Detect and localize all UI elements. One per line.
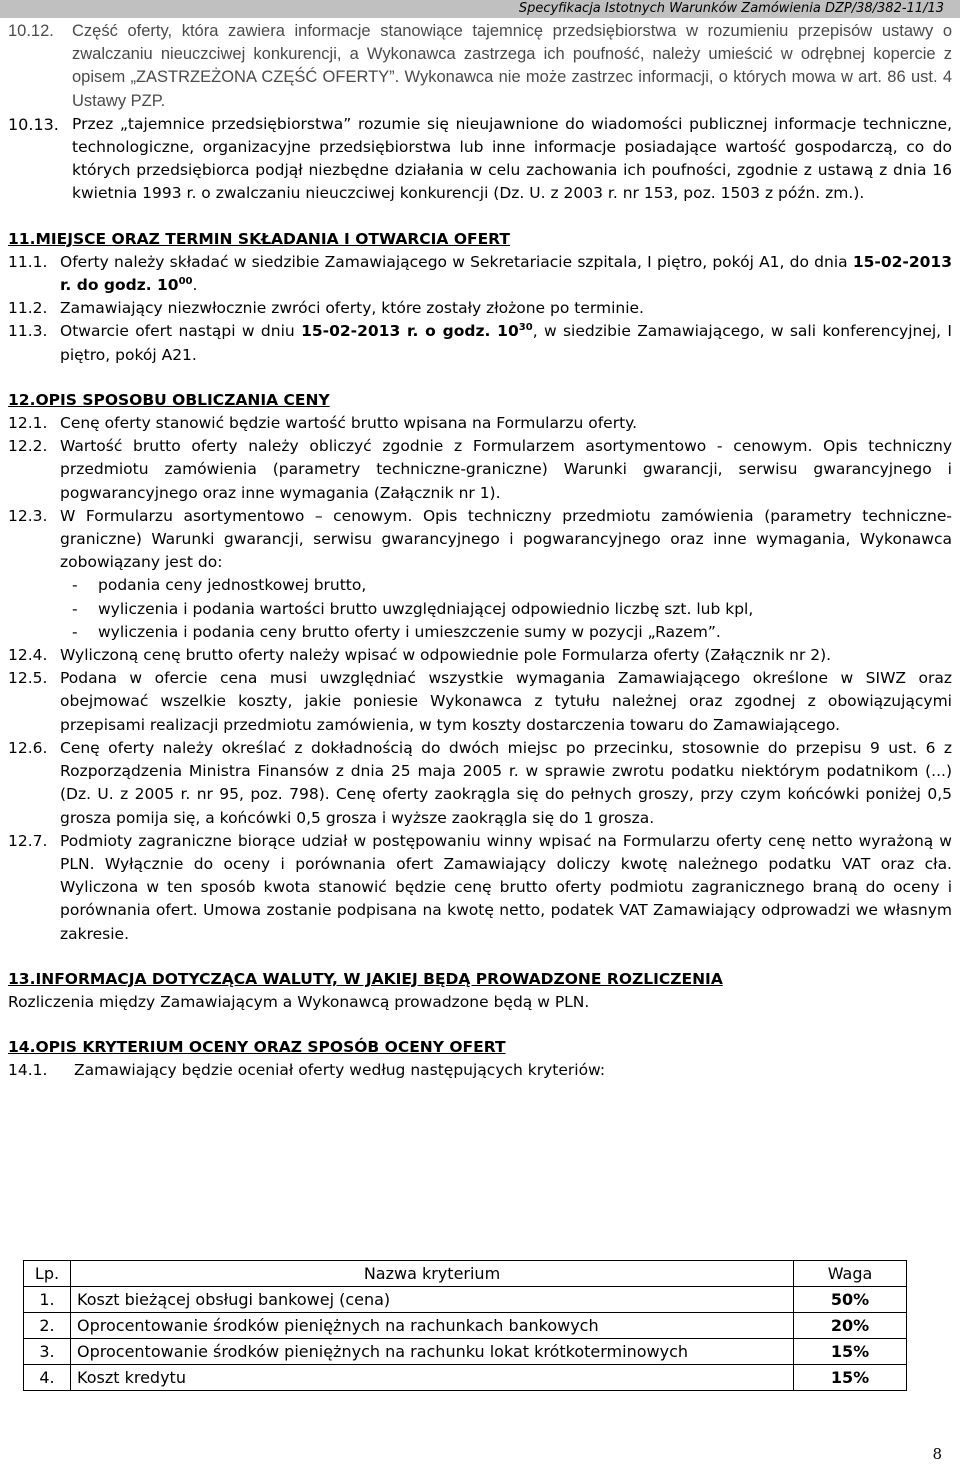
paragraph-12-6 bbox=[8, 737, 952, 830]
paragraph-text: Cenę oferty należy określać z dokładnością do dwóch miejsc po przecinku, stosownie do przepisu 9 ust. 6 z Rozporządzenia Ministra Finansów z dnia 25 maja 2005 r. w sprawie zwrotu podatku niektórym podatnikom (...) (Dz. U. z 2005 r. nr 95, poz. 798). Cenę oferty zaokrągla się do pełnych groszy, przy czym końcówki poniżej 0,5 grosza pomija się, a końcówki 0,5 grosza i wyższe zaokrągla się do 1 grosza. bbox=[60, 738, 952, 827]
column-header-name: Nazwa kryterium bbox=[71, 1261, 794, 1287]
paragraph-12-4 bbox=[8, 644, 952, 667]
currency-text: Rozliczenia między Zamawiającym a Wykonawcą prowadzone będą w PLN. bbox=[8, 992, 590, 1011]
paragraph-number: 11.1. bbox=[8, 252, 48, 271]
paragraph-number: 12.6. bbox=[8, 738, 48, 757]
paragraph-text: Zamawiający będzie oceniał oferty według następujących kryteriów: bbox=[74, 1061, 606, 1080]
paragraph-text: W Formularzu asortymentowo – cenowym. Opis techniczny przedmiotu zamówienia (parametry techniczne-graniczne) Warunki gwarancji, serwisu gwarancyjnego i pogwarancyjnego oraz inne wymagania, Wykonawca zobowiązany jest do: bbox=[60, 506, 952, 572]
paragraph-text: Wyliczoną cenę brutto oferty należy wpisać w odpowiednie pole Formularza oferty (Załącznik nr 2). bbox=[60, 646, 832, 665]
deadline-text: 15-02-2013 r. do godz. 10 bbox=[60, 252, 952, 295]
paragraph-text: Otwarcie ofert nastąpi w dniu bbox=[60, 322, 302, 341]
list-dash: - bbox=[72, 622, 78, 641]
paragraph-text-end: , w siedzibie Zamawiającego, w sali konferencyjnej, I piętro, pokój A21. bbox=[60, 322, 953, 364]
paragraph-10-12 bbox=[8, 20, 952, 113]
paragraph-text: Podmioty zagraniczne biorące udział w postępowaniu winny wpisać na Formularzu oferty cenę netto wyrażoną w PLN. Wyłącznie do oceny i porównania ofert Zamawiający doliczy kwotę należnego podatku VAT oraz cła. Wyliczona w ten sposób kwota stanowić będzie cenę brutto oferty podmiotu zagranicznego braną do oceny i porównania ofert. Umowa zostanie podpisana na kwotę netto, podatek VAT Zamawiający odprowadzi we własnym zakresie. bbox=[60, 831, 952, 943]
cell-name: Oprocentowanie środków pieniężnych na rachunku lokat krótkoterminowych bbox=[71, 1339, 794, 1365]
paragraph-number: 12.3. bbox=[8, 506, 48, 525]
paragraph-11-1 bbox=[8, 251, 952, 297]
paragraph-number: 12.1. bbox=[8, 414, 48, 433]
cell-weight: 50% bbox=[794, 1287, 907, 1313]
paragraph-text: Podana w ofercie cena musi uwzględniać wszystkie wymagania Zamawiającego określone w SIWZ oraz obejmować wszelkie koszty, jakie poniesie Wykonawca z tytułu należnej oraz zgodnej z obowiązującymi przepisami realizacji przedmiotu zamówienia, w tym koszty dostarczenia towaru do Zamawiającego. bbox=[60, 669, 952, 734]
paragraph-number: 12.2. bbox=[8, 437, 48, 456]
paragraph-text-end: . bbox=[192, 276, 198, 295]
section-heading-11: 11.MIEJSCE ORAZ TERMIN SKŁADANIA I OTWARCIA OFERT bbox=[8, 229, 510, 248]
table-row bbox=[24, 1365, 907, 1391]
column-header-lp: Lp. bbox=[24, 1261, 71, 1287]
list-dash: - bbox=[72, 576, 78, 595]
paragraph-number: 14.1. bbox=[8, 1061, 48, 1080]
paragraph-number: 12.4. bbox=[8, 646, 48, 665]
paragraph-number: 10.13. bbox=[8, 114, 59, 134]
paragraph-text: Zamawiający niezwłocznie zwróci oferty, które zostały złożone po terminie. bbox=[60, 299, 644, 318]
cell-lp: 3. bbox=[24, 1339, 71, 1365]
list-item-text: podania ceny jednostkowej brutto, bbox=[98, 576, 367, 595]
cell-name: Koszt kredytu bbox=[71, 1365, 794, 1391]
cell-weight: 15% bbox=[794, 1339, 907, 1365]
cell-lp: 1. bbox=[24, 1287, 71, 1313]
section-heading-13: 13.INFORMACJA DOTYCZĄCA WALUTY, W JAKIEJ BĘDĄ PROWADZONE ROZLICZENIA bbox=[8, 969, 723, 988]
cell-lp: 2. bbox=[24, 1313, 71, 1339]
section-heading-12: 12.OPIS SPOSOBU OBLICZANIA CENY bbox=[8, 390, 330, 409]
cell-name: Koszt bieżącej obsługi bankowej (cena) bbox=[71, 1287, 794, 1313]
cell-weight: 15% bbox=[794, 1365, 907, 1391]
list-item bbox=[60, 598, 952, 621]
list-item-text: wyliczenia i podania wartości brutto uwzględniającej odpowiednio liczbę szt. lub kpl, bbox=[98, 599, 754, 618]
paragraph-number: 10.12. bbox=[8, 22, 54, 40]
column-header-weight: Waga bbox=[794, 1261, 907, 1287]
paragraph-number: 12.7. bbox=[8, 831, 48, 850]
section-heading-14: 14.OPIS KRYTERIUM OCENY ORAZ SPOSÓB OCENY OFERT bbox=[8, 1038, 506, 1057]
cell-weight: 20% bbox=[794, 1313, 907, 1339]
paragraph-text: Cenę oferty stanowić będzie wartość brutto wpisana na Formularzu oferty. bbox=[60, 414, 638, 433]
page-number: 8 bbox=[932, 1445, 942, 1463]
document-body bbox=[8, 20, 952, 1083]
paragraph-text: Oferty należy składać w siedzibie Zamawiającego w Sekretariacie szpitala, I piętro, pokój A1, do dnia bbox=[60, 252, 853, 271]
criteria-table bbox=[23, 1260, 907, 1391]
paragraph-12-7 bbox=[8, 830, 952, 946]
paragraph-12-2 bbox=[8, 435, 952, 505]
table-row bbox=[24, 1339, 907, 1365]
table-row bbox=[24, 1313, 907, 1339]
paragraph-10-13 bbox=[8, 113, 952, 206]
paragraph-11-3 bbox=[8, 320, 952, 366]
list-dash: - bbox=[72, 599, 78, 618]
paragraph-text: Wartość brutto oferty należy obliczyć zgodnie z Formularzem asortymentowo - cenowym. Opis techniczny przedmiotu zamówienia (parametry techniczne-graniczne) Warunki gwarancji, serwisu gwarancyjnego i pogwarancyjnego oraz inne wymagania (Załącznik nr 1). bbox=[60, 437, 952, 502]
cell-name: Oprocentowanie środków pieniężnych na rachunkach bankowych bbox=[71, 1313, 794, 1339]
paragraph-text: Część oferty, która zawiera informacje stanowiące tajemnicę przedsiębiorstwa w rozumieniu przepisów ustawy o zwalczaniu nieuczciwej konkurencji, a Wykonawca zastrzega ich poufność, należy umieścić w odrębnej kopercie z opisem „ZASTRZEŻONA CZĘŚĆ OFERTY”. Wykonawca nie może zastrzec informacji, o których mowa w art. 86 ust. 4 Ustawy PZP. bbox=[72, 22, 952, 110]
paragraph-number: 11.3. bbox=[8, 322, 48, 341]
paragraph-11-2 bbox=[8, 297, 952, 320]
document-header: Specyfikacja Istotnych Warunków Zamówienia DZP/38/382-11/13 bbox=[0, 0, 960, 18]
paragraph-text: Przez „tajemnice przedsiębiorstwa” rozumie się nieujawnione do wiadomości publicznej informacje techniczne, technologiczne, organizacyjne przedsiębiorstwa lub inne informacje posiadające wartość gospodarczą, co do których przedsiębiorca podjął niezbędne działania w celu zachowania ich poufności, zgodnie z ustawą z dnia 16 kwietnia 1993 r. o zwalczaniu nieuczciwej konkurencji (Dz. U. z 2003 r. nr 153, poz. 1503 z późn. zm.). bbox=[72, 114, 952, 203]
list-item bbox=[60, 574, 952, 597]
paragraph-number: 11.2. bbox=[8, 299, 48, 318]
paragraph-12-3 bbox=[8, 505, 952, 575]
cell-lp: 4. bbox=[24, 1365, 71, 1391]
table-header-row bbox=[24, 1261, 907, 1287]
list-item bbox=[60, 621, 952, 644]
paragraph-12-5 bbox=[8, 667, 952, 737]
list-item-text: wyliczenia i podania ceny brutto oferty i umieszczenie sumy w pozycji „Razem”. bbox=[98, 622, 721, 641]
paragraph-12-1 bbox=[8, 412, 952, 435]
deadline-minutes: 00 bbox=[178, 275, 193, 287]
paragraph-number: 12.5. bbox=[8, 669, 48, 688]
opening-minutes: 30 bbox=[518, 322, 533, 334]
opening-date-text: 15-02-2013 r. o godz. 10 bbox=[301, 322, 519, 341]
table-row bbox=[24, 1287, 907, 1313]
paragraph-14-1 bbox=[8, 1059, 952, 1082]
